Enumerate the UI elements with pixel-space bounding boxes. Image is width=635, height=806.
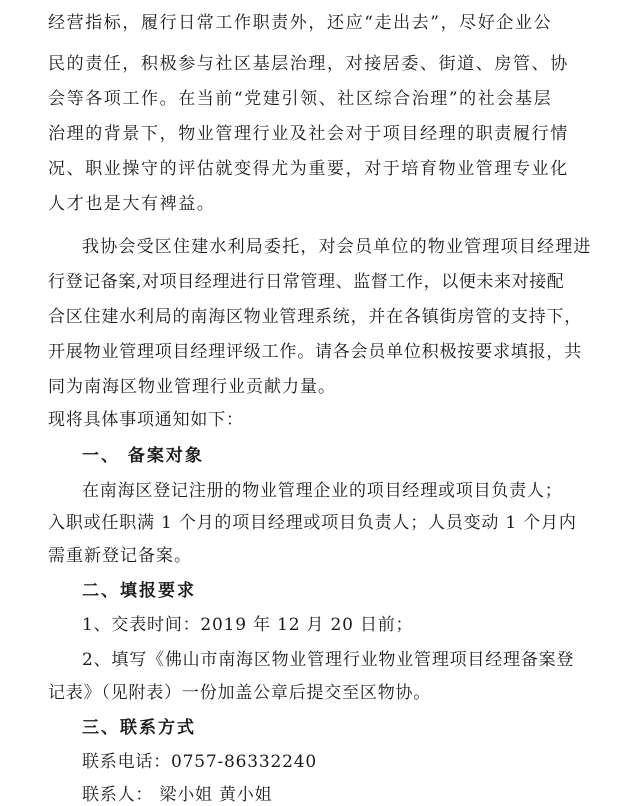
paragraph-line: 况、职业操守的评估就变得尤为重要，对于培育物业管理专业化: [48, 159, 569, 179]
section-line: 入职或任职满 1 个月的项目经理或项目负责人；人员变动 1 个月内: [48, 513, 577, 533]
section-line: 需重新登记备案。: [48, 546, 192, 566]
paragraph-line: 同为南海区物业管理行业贡献力量。: [48, 377, 336, 397]
section-heading-contact: 三、联系方式: [82, 718, 196, 738]
contact-phone: 联系电话：0757-86332240: [82, 752, 317, 772]
contact-person: 联系人： 梁小姐 黄小姐: [82, 785, 273, 805]
intro-line: 现将具体事项通知如下：: [48, 410, 244, 430]
section-line: 2、填写《佛山市南海区物业管理行业物业管理项目经理备案登: [82, 650, 575, 670]
paragraph-line: 民的责任，积极参与社区基层治理，对接居委、街道、房管、协: [48, 54, 569, 74]
paragraph-line: 经营指标，履行日常工作职责外，还应“走出去”，尽好企业公: [48, 13, 553, 33]
paragraph-line: 合区住建水利局的南海区物业管理系统，并在各镇街房管的支持下，: [48, 307, 582, 327]
section-line: 1、交表时间：2019 年 12 月 20 日前；: [82, 615, 414, 635]
paragraph-line: 会等各项工作。在当前“党建引领、社区综合治理”的社会基层: [48, 89, 553, 109]
section-heading-submission-requirements: 二、填报要求: [82, 581, 196, 601]
section-line: 记表》（见附表）一份加盖公章后提交至区物协。: [48, 683, 432, 703]
paragraph-line: 我协会受区住建水利局委托，对会员单位的物业管理项目经理进: [82, 237, 592, 257]
paragraph-line: 行登记备案,对项目经理进行日常管理、监督工作，以便未来对接配: [48, 272, 565, 292]
paragraph-line: 治理的背景下，物业管理行业及社会对于项目经理的职责履行情: [48, 124, 569, 144]
paragraph-line: 开展物业管理项目经理评级工作。请各会员单位积极按要求填报，共: [48, 342, 582, 362]
section-heading-filing-target: 一、 备案对象: [82, 446, 204, 466]
section-line: 在南海区登记注册的物业管理企业的项目经理或项目负责人；: [82, 481, 563, 501]
paragraph-line: 人才也是大有裨益。: [48, 194, 216, 214]
